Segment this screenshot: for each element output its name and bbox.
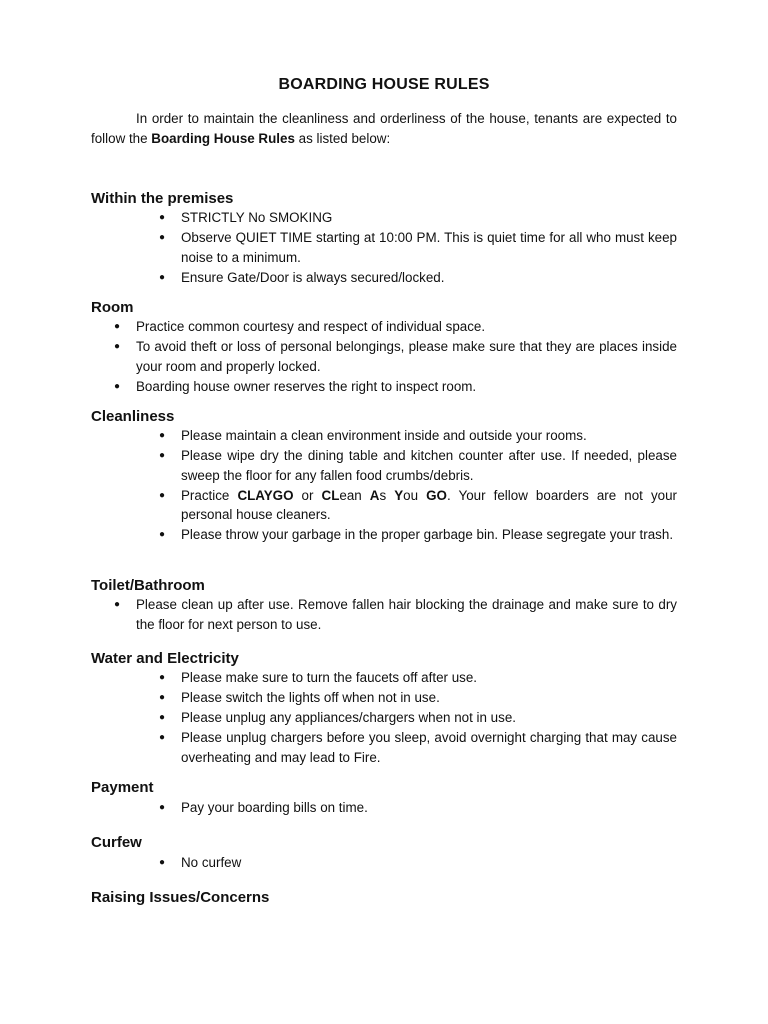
- intro-text-after: as listed below:: [294, 131, 391, 146]
- bullet-icon: ●: [159, 450, 166, 461]
- list-item: [114, 377, 677, 397]
- list-item: [159, 446, 677, 485]
- heading-payment: Payment: [91, 779, 154, 796]
- intro-paragraph: [91, 109, 677, 149]
- list-item-text: Please throw your garbage in the proper garbage bin. Please segregate your trash.: [181, 527, 674, 542]
- claygo-text: ou: [403, 487, 427, 503]
- list-item-text: Please wipe dry the dining table and kitchen counter after use. If needed, please sweep the floor for any fallen food crumbs/debris.: [181, 448, 677, 483]
- list-item: [159, 525, 677, 545]
- bullet-icon: ●: [159, 692, 166, 703]
- bullet-icon: ●: [159, 212, 166, 223]
- intro-text-bold: Boarding House Rules: [151, 131, 295, 146]
- heading-raising-issues: Raising Issues/Concerns: [91, 889, 270, 906]
- list-item-text: Please switch the lights off when not in use.: [181, 690, 440, 705]
- heading-curfew: Curfew: [91, 834, 142, 851]
- list-item-text: Please maintain a clean environment inside and outside your rooms.: [181, 428, 587, 443]
- claygo-text: ean: [339, 487, 370, 503]
- list-room: [114, 317, 677, 397]
- list-item: [114, 595, 677, 634]
- claygo-text: . Your fellow boarders are not your personal house cleaners.: [181, 487, 677, 522]
- list-item-text: Ensure Gate/Door is always secured/locked.: [181, 269, 445, 285]
- claygo-bold: Y: [394, 487, 404, 503]
- claygo-bold: CLAYGO: [237, 487, 294, 503]
- list-item: [159, 668, 677, 688]
- list-toilet-bathroom: [114, 595, 677, 635]
- list-item: [159, 268, 677, 288]
- bullet-icon: ●: [159, 489, 166, 501]
- bullet-icon: ●: [114, 341, 121, 352]
- bullet-icon: ●: [159, 712, 166, 723]
- bullet-icon: ●: [159, 430, 166, 441]
- list-item: [159, 228, 677, 267]
- list-item-text: Please unplug chargers before you sleep, avoid overnight charging that may cause overheating and may lead to Fire.: [181, 730, 677, 765]
- list-item-text: [181, 488, 677, 523]
- heading-cleanliness: Cleanliness: [91, 408, 175, 425]
- list-item: [114, 337, 677, 376]
- bullet-icon: ●: [114, 599, 121, 610]
- bullet-icon: ●: [159, 672, 166, 683]
- page-title: BOARDING HOUSE RULES: [278, 76, 490, 93]
- list-item: [159, 798, 677, 818]
- list-item-text: To avoid theft or loss of personal belongings, please make sure that they are places inside your room and properly locked.: [136, 339, 677, 374]
- list-item-text: No curfew: [181, 855, 242, 870]
- bullet-icon: ●: [159, 232, 166, 243]
- list-item-text: Boarding house owner reserves the right to inspect room.: [136, 378, 477, 394]
- list-item-text: Please clean up after use. Remove fallen hair blocking the drainage and make sure to dry the floor for next person to use.: [136, 597, 677, 632]
- claygo-bold: CL: [321, 487, 340, 503]
- bullet-icon: ●: [159, 271, 166, 283]
- claygo-text: or: [293, 487, 322, 503]
- list-item-text: Observe QUIET TIME starting at 10:00 PM. This is quiet time for all who must keep noise to a minimum.: [181, 230, 677, 265]
- list-payment: [159, 798, 677, 818]
- intro-text-before: In order to maintain the cleanliness and orderliness of the house, tenants are expected to follow the: [91, 111, 677, 146]
- heading-within-premises: Within the premises: [91, 190, 234, 207]
- list-water-electricity: [159, 668, 677, 768]
- list-item-text: Practice common courtesy and respect of individual space.: [136, 319, 486, 334]
- claygo-bold: A: [369, 487, 380, 503]
- list-item-text: Pay your boarding bills on time.: [181, 800, 368, 815]
- list-item: [159, 708, 677, 728]
- list-item: [159, 208, 677, 228]
- heading-water-electricity: Water and Electricity: [91, 650, 239, 667]
- list-item-text: STRICTLY No SMOKING: [181, 210, 333, 225]
- bullet-icon: ●: [114, 380, 121, 392]
- list-item: [159, 486, 677, 525]
- bullet-icon: ●: [114, 321, 121, 332]
- bullet-icon: ●: [159, 802, 166, 813]
- list-item-text: Please make sure to turn the faucets off after use.: [181, 670, 477, 685]
- bullet-icon: ●: [159, 529, 166, 540]
- heading-toilet-bathroom: Toilet/Bathroom: [91, 577, 205, 594]
- list-item: [159, 426, 677, 446]
- list-item: [159, 688, 677, 708]
- list-item-text: Please unplug any appliances/chargers when not in use.: [181, 710, 516, 725]
- claygo-text: Practice: [181, 487, 238, 503]
- list-cleanliness: [159, 426, 677, 545]
- list-within-premises: [159, 208, 677, 288]
- list-item: [159, 728, 677, 767]
- list-item: [159, 853, 677, 873]
- heading-room: Room: [91, 299, 134, 316]
- bullet-icon: ●: [159, 732, 166, 743]
- claygo-bold: GO: [426, 487, 447, 503]
- bullet-icon: ●: [159, 857, 166, 868]
- claygo-text: s: [379, 487, 395, 503]
- list-curfew: [159, 853, 677, 873]
- list-item: [114, 317, 677, 337]
